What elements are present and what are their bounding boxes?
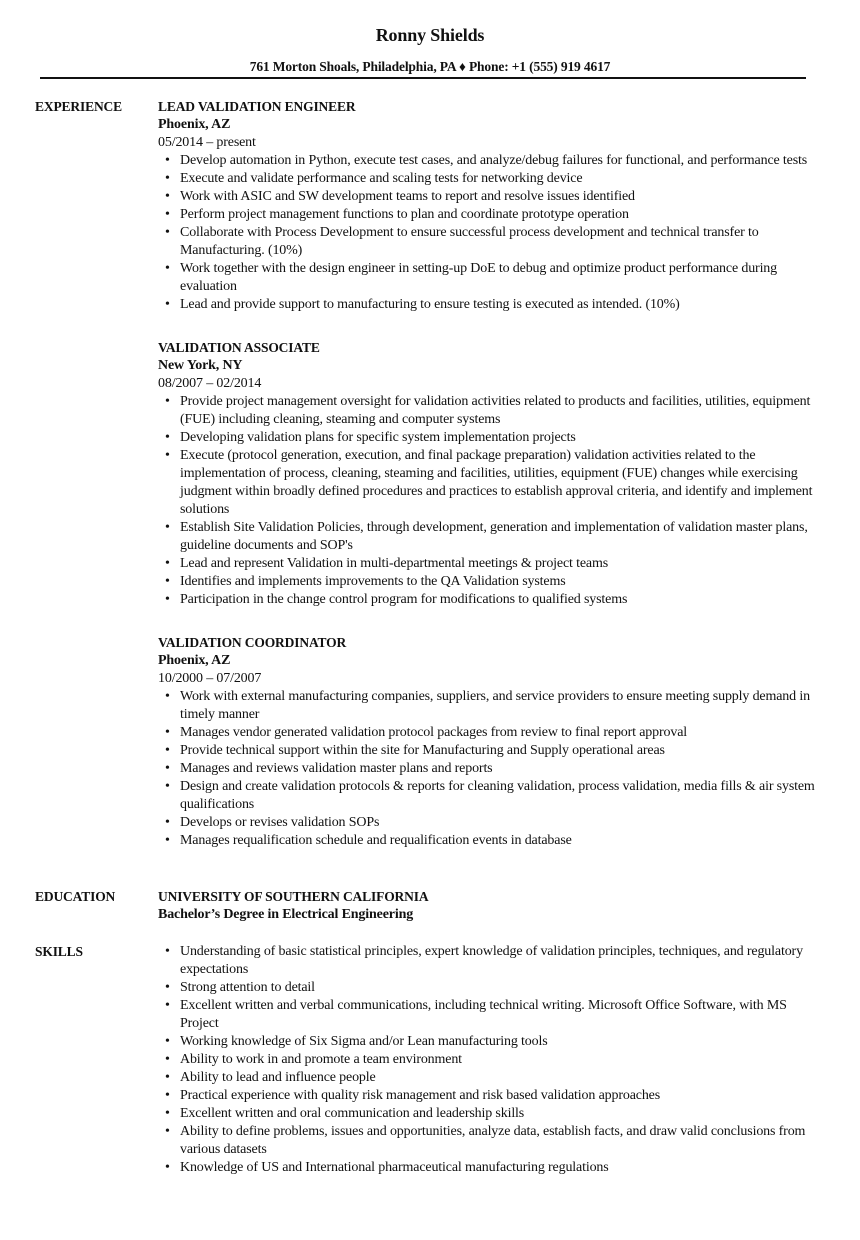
jobs-list	[158, 98, 823, 850]
school-name: UNIVERSITY OF SOUTHERN CALIFORNIA	[158, 889, 429, 904]
bullet-item: • Participation in the change control program for modifications to qualified systems	[180, 591, 823, 609]
bullet-item: • Develop automation in Python, execute test cases, and analyze/debug failures for functional, and performance tests	[180, 152, 823, 170]
bullet-item: • Design and create validation protocols & reports for cleaning validation, process validation, media fills & air system qualifications	[180, 778, 823, 814]
skill-item: • Strong attention to detail	[180, 979, 823, 997]
experience-section	[0, 98, 860, 875]
skill-item: • Ability to lead and influence people	[180, 1069, 823, 1087]
skill-item: • Ability to define problems, issues and opportunities, analyze data, establish facts, and draw valid conclusions from various datasets	[180, 1123, 823, 1159]
job-title: VALIDATION ASSOCIATE	[158, 340, 320, 355]
job-dates: 05/2014 – present	[158, 135, 256, 150]
skill-item: • Knowledge of US and International pharmaceutical manufacturing regulations	[180, 1159, 823, 1177]
bullet-item: • Manages requalification schedule and requalification events in database	[180, 832, 823, 850]
education-section	[0, 888, 860, 924]
job-title: VALIDATION COORDINATOR	[158, 635, 347, 650]
skill-item: • Practical experience with quality risk management and risk based validation approaches	[180, 1087, 823, 1105]
bullet-item: • Lead and provide support to manufacturing to ensure testing is executed as intended. (10%)	[180, 296, 823, 314]
job-entry	[158, 339, 823, 609]
job-dates: 08/2007 – 02/2014	[158, 376, 262, 391]
degree: Bachelor’s Degree in Electrical Engineering	[158, 907, 414, 922]
bullet-item: • Work with external manufacturing companies, suppliers, and service providers to ensure meeting supply demand in timely manner	[180, 688, 823, 724]
bullet-item: • Manages vendor generated validation protocol packages from review to final report approval	[180, 724, 823, 742]
bullet-item: • Developing validation plans for specific system implementation projects	[180, 429, 823, 447]
bullet-item: • Work with ASIC and SW development teams to report and resolve issues identified	[180, 188, 823, 206]
job-bullets	[158, 152, 823, 314]
job-bullets	[158, 688, 823, 850]
bullet-item: • Execute (protocol generation, execution, and final package preparation) validation activities related to the implementation of process, cleaning, steaming and facilities, utilities, equipment (FUE) changes while exercising judgment within broadly defined procedures and practices to establish approval criteria, and identify and implement solutions	[180, 447, 823, 519]
header-divider	[40, 77, 806, 79]
section-label: EDUCATION	[35, 889, 116, 904]
bullet-item: • Perform project management functions to plan and coordinate prototype operation	[180, 206, 823, 224]
candidate-name: Ronny Shields	[375, 25, 485, 45]
bullet-item: • Provide project management oversight for validation activities related to products and facilities, utilities, equipment (FUE) including cleaning, steaming and computer systems	[180, 393, 823, 429]
bullet-item: • Work together with the design engineer in setting-up DoE to debug and optimize product performance during evaluation	[180, 260, 823, 296]
bullet-item: • Lead and represent Validation in multi-departmental meetings & project teams	[180, 555, 823, 573]
bullet-item: • Provide technical support within the site for Manufacturing and Supply operational areas	[180, 742, 823, 760]
contact-line: 761 Morton Shoals, Philadelphia, PA ♦ Phone: +1 (555) 919 4617	[249, 59, 611, 74]
job-entry	[158, 634, 823, 850]
job-title: LEAD VALIDATION ENGINEER	[158, 99, 356, 114]
bullet-item: • Manages and reviews validation master plans and reports	[180, 760, 823, 778]
section-label: EXPERIENCE	[35, 99, 123, 114]
job-location: Phoenix, AZ	[158, 117, 231, 132]
skills-section	[0, 943, 860, 1177]
skill-item: • Excellent written and verbal communications, including technical writing. Microsoft Office Software, with MS Project	[180, 997, 823, 1033]
job-location: New York, NY	[158, 358, 243, 373]
bullet-item: • Develops or revises validation SOPs	[180, 814, 823, 832]
job-entry	[158, 98, 823, 314]
job-location: Phoenix, AZ	[158, 653, 231, 668]
skill-item: • Ability to work in and promote a team environment	[180, 1051, 823, 1069]
skill-item: • Understanding of basic statistical principles, expert knowledge of validation principles, techniques, and regulatory expectations	[180, 943, 823, 979]
bullet-item: • Identifies and implements improvements to the QA Validation systems	[180, 573, 823, 591]
bullet-item: • Collaborate with Process Development to ensure successful process development and technical transfer to Manufacturing. (10%)	[180, 224, 823, 260]
job-dates: 10/2000 – 07/2007	[158, 671, 262, 686]
section-label: SKILLS	[35, 944, 83, 959]
skills-list	[158, 943, 823, 1177]
job-bullets	[158, 393, 823, 609]
skill-item: • Excellent written and oral communication and leadership skills	[180, 1105, 823, 1123]
bullet-item: • Establish Site Validation Policies, through development, generation and implementation of validation master plans, guideline documents and SOP's	[180, 519, 823, 555]
skill-item: • Working knowledge of Six Sigma and/or Lean manufacturing tools	[180, 1033, 823, 1051]
bullet-item: • Execute and validate performance and scaling tests for networking device	[180, 170, 823, 188]
